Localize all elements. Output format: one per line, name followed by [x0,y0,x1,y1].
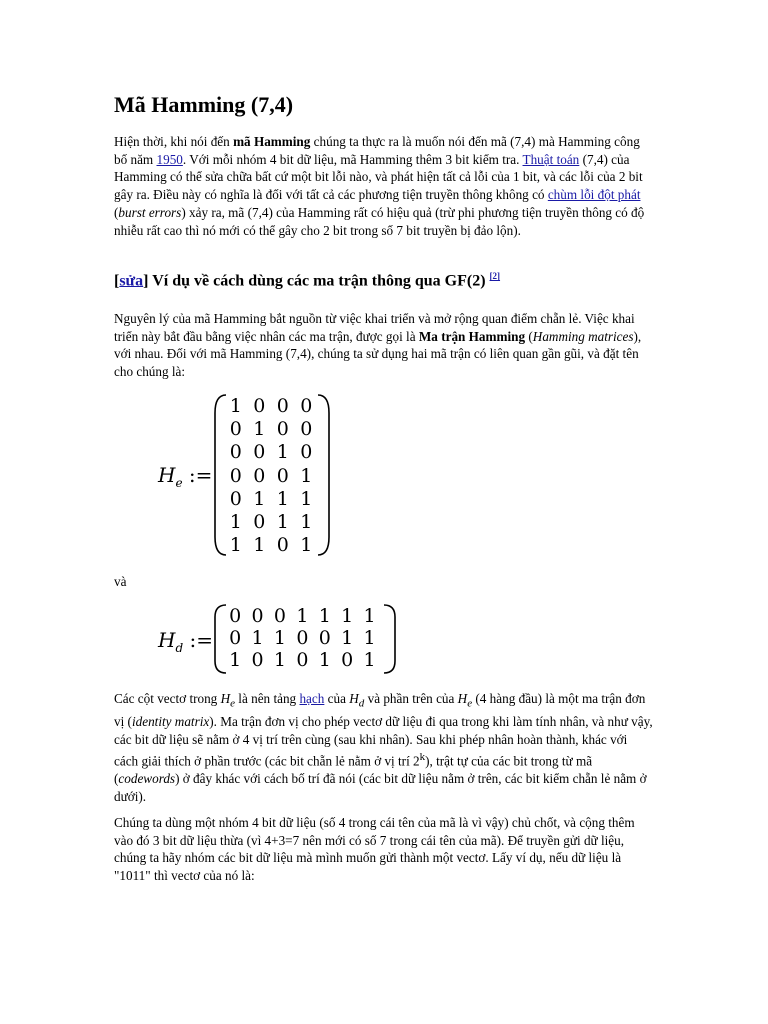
matrix-cell: 1 [363,649,376,671]
paragraph-data-vector: Chúng ta dùng một nhóm 4 bit dữ liệu (số 4 trong cái tên của mã là vì vậy) chủ chốt, và cộng thêm vào đó 3 bit dữ liệu thừa (vì 4+3=7 nên mới có số 7 trong cái tên của mã). Để truyền gửi dữ liệu, chúng ta hãy nhóm các bit dữ liệu mà mình muốn gửi thành một vectơ. Lấy ví dụ, nếu dữ liệu là "1011" thì vectơ của nó là: [114,815,635,884]
matrix-cell: 0 [318,627,331,649]
matrix-hd-label: $H_d$ := [158,628,213,655]
matrix-cell: 1 [300,487,313,510]
edit-link[interactable]: sửa [119,272,144,290]
matrix-hd [224,605,381,671]
matrix-cell: 1 [276,510,289,533]
matrix-cell: 0 [253,395,266,417]
matrix-he-label: $H_e$ := [158,463,213,490]
matrix-cell: 1 [229,649,242,671]
matrix-cell: 0 [276,395,289,417]
matrix-cell: 0 [276,464,289,487]
matrix-cell: 0 [251,605,264,627]
paragraph-hamming-matrices: Nguyên lý của mã Hamming bắt nguồn từ việc khai triển và mở rộng quan điểm chẵn lẻ. Việc khai triển này bắt đầu bằng việc nhân các ma trận, được gọi là Ma trận Hamming (Hamming matrices), với nhau. Đối với mã Hamming (7,4), chúng ta sử dụng hai mã trận có liên quan gần gũi, và đặt tên cho chúng là: [114,311,642,380]
matrix-cell: 1 [318,605,331,627]
matrix-cell: 0 [300,418,313,441]
matrix-cell: 0 [253,510,266,533]
matrix-cell: 0 [341,649,354,671]
matrix-cell: 1 [229,395,242,417]
matrix-cell: 0 [229,627,242,649]
matrix-cell: 1 [341,627,354,649]
section-heading: [sửa] Ví dụ về cách dùng các ma trận thông qua GF(2) [2] [114,271,501,290]
matrix-cell: 0 [253,464,266,487]
matrix-cell: 1 [229,510,242,533]
matrix-cell: 1 [300,510,313,533]
paragraph-column-vectors: Các cột vectơ trong $H_e$ là nên tảng hạch của $H_d$ và phần trên của $H_e$ (4 hàng đầu) là một ma trận đơn vị (identity matrix). Ma trận đơn vị cho phép vectơ dữ liệu đi qua trong khi làm tính nhân, và như vậy, các bit dữ liệu sẽ nằm ở 4 vị trí trên cùng (sau khi nhân). Sau khi phép nhân hoàn thành, khác với cách giải thích ở phần trước (các bit chẵn lẻ nằm ở vị trí 2$^k$), trật tự của các bit trong từ mã (codewords) ở đây khác với cách bố trí đã nói (các bit dữ liệu nằm ở trên, các bit kiểm chẵn lẻ nằm ở dưới). [114,691,653,804]
matrix-cell: 0 [229,441,242,464]
matrix-cell: 0 [300,441,313,464]
matrix-cell: 1 [363,605,376,627]
matrix-cell: 0 [296,627,309,649]
and-text: và [114,574,127,589]
matrix-cell: 1 [341,605,354,627]
matrix-cell: 1 [276,487,289,510]
reference-link[interactable]: [2] [489,271,501,281]
matrix-cell: 0 [273,605,287,627]
matrix-cell: 1 [229,534,242,557]
matrix-cell: 1 [363,627,376,649]
matrix-cell: 1 [296,605,309,627]
matrix-cell: 0 [229,605,242,627]
matrix-cell: 1 [253,534,266,557]
bold-term: Ma trận Hamming [418,328,526,344]
link-1950[interactable]: 1950 [156,151,183,167]
matrix-cell: 0 [229,464,242,487]
matrix-cell: 0 [229,418,242,441]
matrix-cell: 0 [276,534,289,557]
bold-term: mã Hamming [233,134,311,149]
matrix-he-right-bracket [316,393,332,557]
link-burst-errors[interactable]: chùm lỗi đột phát [547,187,641,203]
matrix-cell: 1 [251,627,264,649]
matrix-cell: 1 [300,534,313,557]
matrix-cell: 1 [273,627,287,649]
matrix-cell: 1 [253,418,266,441]
matrix-cell: 0 [253,441,266,464]
intro-paragraph: Hiện thời, khi nói đến mã Hamming chúng ta thực ra là muốn nói đến mã (7,4) mà Hamming công bố năm 1950. Với mỗi nhóm 4 bit dữ liệu, mã Hamming thêm 3 bit kiểm tra. Thuật toán (7,4) của Hamming có thể sửa chữa bất cứ một bit lỗi nào, và phát hiện tất cả lỗi của 1 bit, và các lỗi của 2 bit gây ra. Điều này có nghĩa là đối với tất cả các phương tiện truyền thông không có chùm lỗi đột phát (burst errors) xảy ra, mã (7,4) của Hamming rất có hiệu quả (trừ phi phương tiện truyền thông có độ nhiễu rất cao thì nó mới có thể gây cho 2 bit trong số 7 bit truyền bị đảo lộn). [114,134,645,238]
matrix-cell: 1 [273,649,287,671]
matrix-he [224,395,318,557]
matrix-cell: 1 [318,649,331,671]
matrix-cell: 0 [296,649,309,671]
matrix-cell: 0 [229,487,242,510]
link-algorithm[interactable]: Thuật toán [522,151,580,167]
page-title: Mã Hamming (7,4) [114,92,294,117]
matrix-cell: 0 [276,418,289,441]
matrix-cell: 0 [300,395,313,417]
matrix-cell: 1 [300,464,313,487]
matrix-cell: 1 [276,441,289,464]
matrix-cell: 0 [251,649,264,671]
link-kernel[interactable]: hạch [299,691,325,706]
matrix-hd-right-bracket [382,603,398,675]
matrix-cell: 1 [253,487,266,510]
